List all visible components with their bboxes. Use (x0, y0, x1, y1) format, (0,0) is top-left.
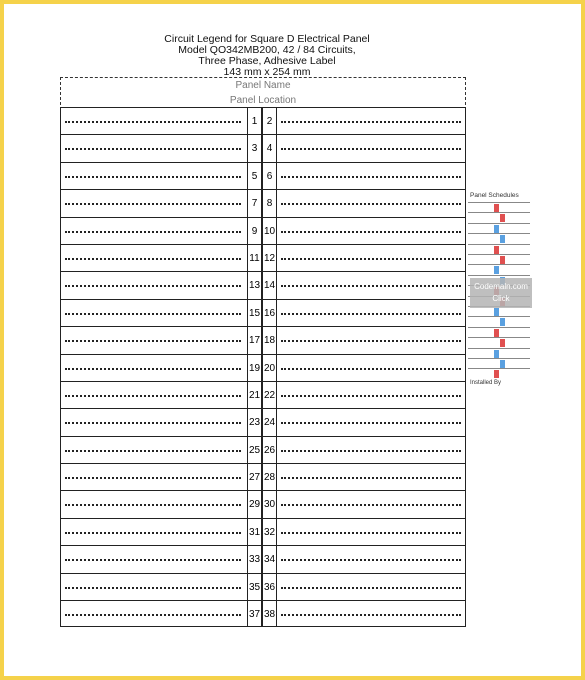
circuit-rows (60, 107, 466, 627)
circuit-number-odd: 3 (247, 135, 262, 161)
installed-by-text: Installed By (470, 380, 502, 386)
circuit-number-odd: 11 (247, 245, 262, 271)
thumbnail-cell (500, 204, 505, 212)
thumbnail-row (468, 223, 530, 234)
thumbnail-cell (494, 225, 499, 233)
circuit-number-even: 28 (262, 464, 277, 490)
circuit-row (61, 299, 465, 326)
circuit-number-even: 30 (262, 491, 277, 517)
thumbnail-row (468, 264, 530, 275)
circuit-row (61, 573, 465, 600)
circuit-number-odd: 31 (247, 519, 262, 545)
thumbnail-row (468, 358, 530, 369)
left-write-line (65, 368, 241, 370)
thumbnail-cell (500, 308, 505, 316)
thumbnail-cell (494, 318, 499, 326)
left-write-line (65, 148, 241, 150)
left-write-line (65, 176, 241, 178)
circuit-row (61, 518, 465, 545)
thumbnail-cell (494, 256, 499, 264)
thumbnail-cell (494, 329, 499, 337)
circuit-number-odd: 35 (247, 574, 262, 600)
circuit-number-even: 38 (262, 601, 277, 626)
thumbnail-cell (494, 246, 499, 254)
overlay-site-text: Codemaln.com (474, 282, 528, 291)
left-write-line (65, 422, 241, 424)
left-write-line (65, 258, 241, 260)
thumbnail-cell (494, 370, 499, 378)
circuit-legend-label (60, 77, 466, 647)
left-write-line (65, 395, 241, 397)
circuit-number-even: 32 (262, 519, 277, 545)
circuit-number-even: 10 (262, 218, 277, 244)
title-line-4: 143 mm x 254 mm (223, 66, 311, 78)
thumbnail-cell (500, 339, 505, 347)
right-write-line (281, 614, 461, 616)
circuit-row (61, 381, 465, 408)
circuit-number-even: 34 (262, 546, 277, 572)
right-write-line (281, 148, 461, 150)
right-write-line (281, 121, 461, 123)
thumbnail-cell (500, 266, 505, 274)
left-write-line (65, 121, 241, 123)
circuit-number-odd: 17 (247, 327, 262, 353)
right-write-line (281, 285, 461, 287)
document-title (4, 34, 530, 78)
circuit-row (61, 217, 465, 244)
thumbnail-cell (494, 204, 499, 212)
right-write-line (281, 231, 461, 233)
circuit-number-even: 12 (262, 245, 277, 271)
thumbnail-cell (500, 235, 505, 243)
thumbnail-cell (494, 266, 499, 274)
panel-location: Panel Location (229, 95, 297, 106)
document-page (4, 4, 581, 676)
panel-name: Panel Name (235, 80, 291, 91)
circuit-number-even: 2 (262, 108, 277, 134)
thumbnail-cell (494, 214, 499, 222)
left-write-line (65, 614, 241, 616)
thumbnail-cell (500, 246, 505, 254)
thumbnail-row (468, 202, 530, 213)
thumbnail-cell (494, 235, 499, 243)
thumbnail-row (468, 337, 530, 348)
circuit-number-odd: 19 (247, 355, 262, 381)
circuit-row (61, 600, 465, 627)
right-write-line (281, 587, 461, 589)
right-write-line (281, 203, 461, 205)
thumbnail-cell (500, 329, 505, 337)
circuit-number-even: 18 (262, 327, 277, 353)
thumbnail-cell (500, 214, 505, 222)
thumbnail-cell (494, 360, 499, 368)
circuit-row (61, 463, 465, 490)
right-write-line (281, 313, 461, 315)
right-write-line (281, 395, 461, 397)
right-write-line (281, 422, 461, 424)
left-write-line (65, 231, 241, 233)
thumbnail-row (468, 348, 530, 359)
thumbnail-cell (494, 308, 499, 316)
right-write-line (281, 532, 461, 534)
circuit-row (61, 490, 465, 517)
left-write-line (65, 504, 241, 506)
circuit-row (61, 408, 465, 435)
circuit-number-even: 14 (262, 272, 277, 298)
circuit-number-even: 24 (262, 409, 277, 435)
thumbnail-overlay[interactable] (470, 278, 532, 308)
circuit-number-odd: 1 (247, 108, 262, 134)
thumbnail-row (468, 254, 530, 265)
thumbnail-row (468, 368, 530, 379)
thumbnail-row (468, 233, 530, 244)
thumbnail-cell (494, 350, 499, 358)
right-write-line (281, 176, 461, 178)
circuit-number-odd: 13 (247, 272, 262, 298)
left-write-line (65, 203, 241, 205)
right-write-line (281, 368, 461, 370)
thumbnail-cell (500, 350, 505, 358)
left-write-line (65, 587, 241, 589)
circuit-row (61, 436, 465, 463)
circuit-number-even: 22 (262, 382, 277, 408)
left-write-line (65, 285, 241, 287)
thumbnail-cell (500, 360, 505, 368)
circuit-row (61, 162, 465, 189)
circuit-number-even: 8 (262, 190, 277, 216)
circuit-number-odd: 7 (247, 190, 262, 216)
circuit-row (61, 271, 465, 298)
thumbnail-cell (494, 339, 499, 347)
thumbnail-row (468, 316, 530, 327)
circuit-number-even: 4 (262, 135, 277, 161)
left-write-line (65, 532, 241, 534)
circuit-row (61, 326, 465, 353)
circuit-number-odd: 37 (247, 601, 262, 626)
title-line-3: Three Phase, Adhesive Label (198, 55, 336, 67)
thumbnail-title: Panel Schedules (470, 192, 519, 199)
circuit-number-odd: 15 (247, 300, 262, 326)
circuit-number-even: 20 (262, 355, 277, 381)
thumbnail-row (468, 212, 530, 223)
thumbnail-cell (500, 256, 505, 264)
title-line-2: Model QO342MB200, 42 / 84 Circuits, (178, 44, 356, 56)
right-write-line (281, 340, 461, 342)
thumbnail-cell (500, 370, 505, 378)
circuit-number-odd: 9 (247, 218, 262, 244)
circuit-number-odd: 27 (247, 464, 262, 490)
circuit-row (61, 244, 465, 271)
left-write-line (65, 559, 241, 561)
circuit-number-even: 36 (262, 574, 277, 600)
circuit-row (61, 545, 465, 572)
thumbnail-cell (500, 318, 505, 326)
right-write-line (281, 504, 461, 506)
thumbnail-row (468, 244, 530, 255)
circuit-number-odd: 23 (247, 409, 262, 435)
right-write-line (281, 450, 461, 452)
circuit-number-even: 26 (262, 437, 277, 463)
circuit-number-even: 16 (262, 300, 277, 326)
right-write-line (281, 477, 461, 479)
circuit-number-odd: 21 (247, 382, 262, 408)
left-write-line (65, 450, 241, 452)
thumbnail-cell (500, 225, 505, 233)
circuit-number-odd: 29 (247, 491, 262, 517)
circuit-row (61, 134, 465, 161)
circuit-number-even: 6 (262, 163, 277, 189)
thumbnail-row (468, 327, 530, 338)
right-write-line (281, 258, 461, 260)
overlay-click-text: Click (492, 294, 510, 303)
title-line-1: Circuit Legend for Square D Electrical Panel (164, 33, 370, 45)
right-write-line (281, 559, 461, 561)
circuit-row (61, 107, 465, 134)
left-write-line (65, 313, 241, 315)
circuit-number-odd: 25 (247, 437, 262, 463)
left-write-line (65, 477, 241, 479)
circuit-number-odd: 33 (247, 546, 262, 572)
left-write-line (65, 340, 241, 342)
circuit-number-odd: 5 (247, 163, 262, 189)
circuit-row (61, 189, 465, 216)
circuit-row (61, 354, 465, 381)
